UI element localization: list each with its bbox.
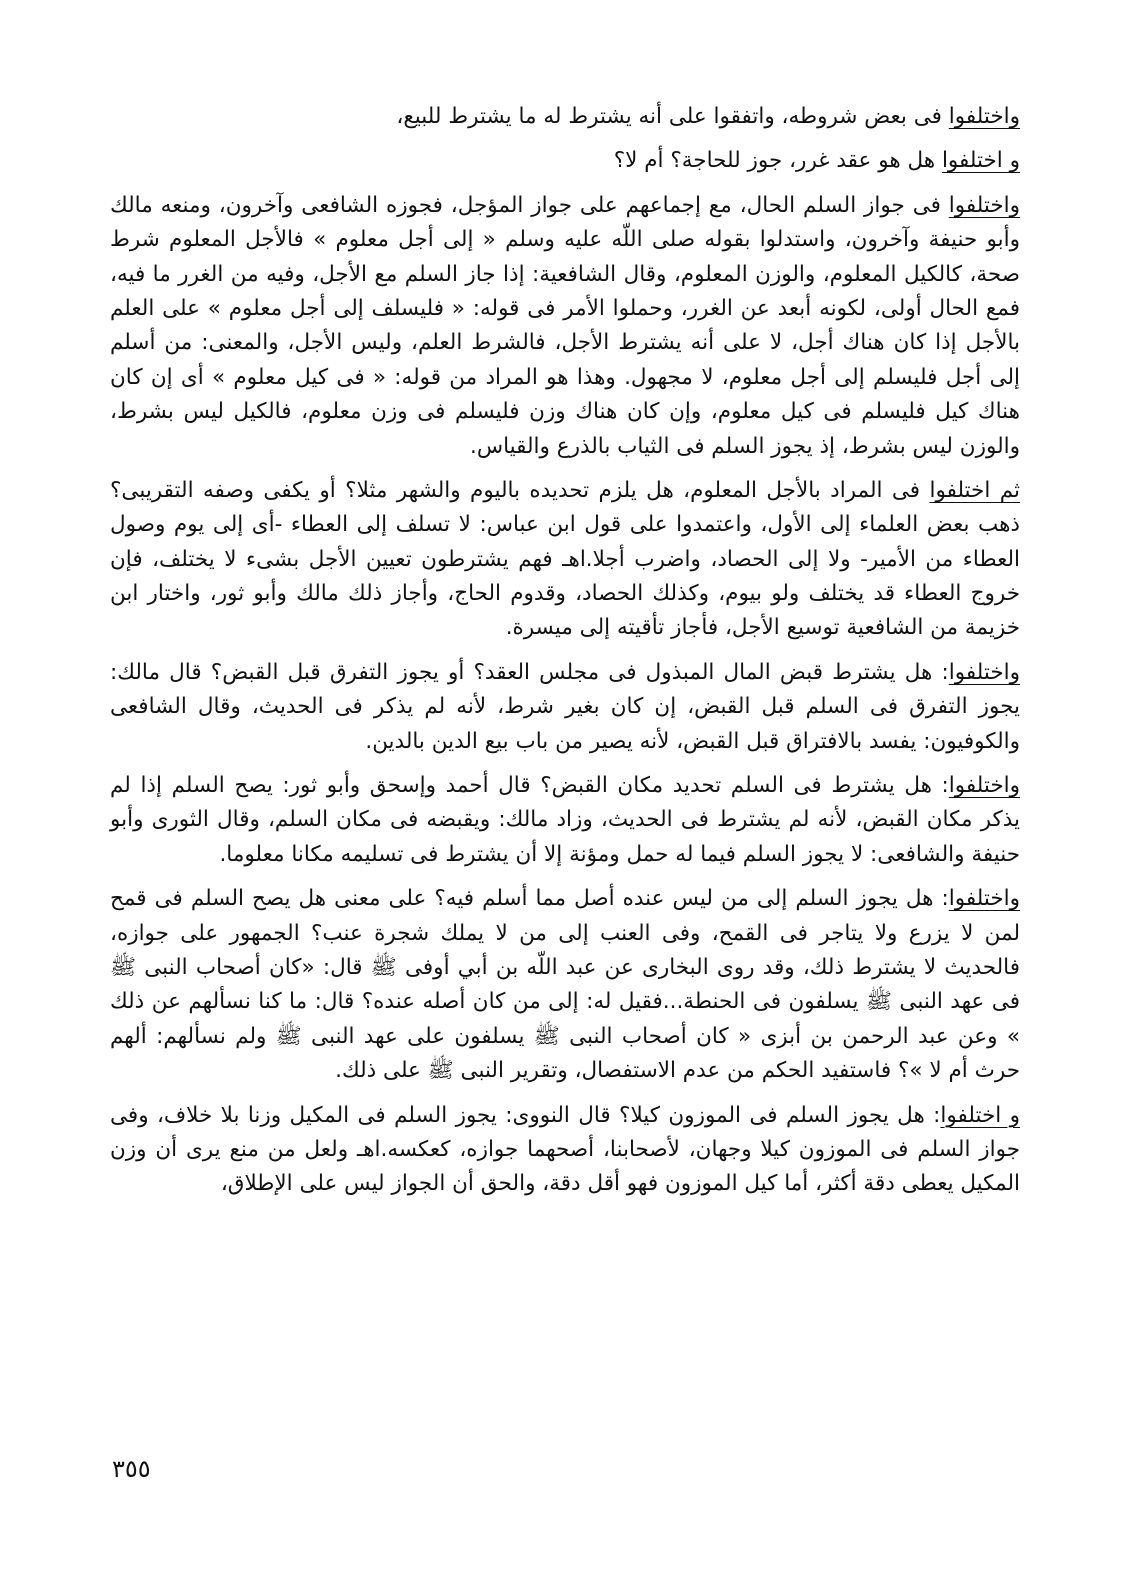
paragraph-lead: ثم اختلفوا	[929, 477, 1020, 503]
paragraph-text: : هل يشترط فى السلم تحديد مكان القبض؟ قال أحمد وإسحق وأبو ثور: يصح السلم إذا لم يذكر مكان القبض، لأنه لم يشترط فى الحديث، وزاد مالك: ويقبضه فى مكان السلم، وقال الثورى وأبو حنيفة والشافعى: لا يجوز السلم فيما له حمل ومؤنة إلا أن يشترط فى تسليمه مكانا معلوما.	[110, 773, 1020, 867]
paragraph-lead: و اختلفوا	[940, 1102, 1021, 1128]
paragraph	[110, 144, 1020, 178]
paragraph	[110, 189, 1020, 464]
paragraph-text: : هل يشترط قبض المال المبذول فى مجلس العقد؟ أو يجوز التفرق قبل القبض؟ قال مالك: يجوز التفرق فى السلم قبل القبض، إن كان بغير شرط، لأنه لم يذكر فى الحديث، وقال الشافعى والكوفيون: يفسد بالافتراق قبل القبض، لأنه يصير من باب بيع الدين بالدين.	[110, 659, 1020, 754]
paragraph	[110, 769, 1020, 872]
paragraph-text: هل هو عقد غرر، جوز للحاجة؟ أم لا؟	[613, 148, 942, 174]
paragraph	[110, 100, 1020, 134]
paragraph-text: : هل يجوز السلم إلى من ليس عنده أصل مما أسلم فيه؟ على معنى هل يصح السلم فى قمح لمن لا يزرع ولا يتاجر فى القمح، وفى العنب إلى من لا يملك شجرة عنب؟ الجمهور على جوازه، فالحديث لا يشترط ذلك، وقد روى البخارى عن عبد اللّه بن أبي أوفى ﷺ قال: «كان أصحاب النبى ﷺ فى عهد النبى ﷺ يسلفون فى الحنطة...فقيل له: إلى من كان أصله عنده؟ قال: ما كنا نسألهم عن ذلك » وعن عبد الرحمن بن أبزى « كان أصحاب النبى ﷺ يسلفون على عهد النبى ﷺ ولم نسألهم: ألهم حرث أم لا »؟ فاستفيد الحكم من عدم الاستفصال، وتقرير النبى ﷺ على ذلك.	[110, 886, 1020, 1084]
page-number: ٣٥٥	[112, 1455, 151, 1483]
paragraph-text: فى المراد بالأجل المعلوم، هل يلزم تحديده باليوم والشهر مثلا؟ أو يكفى وصفه التقريبى؟ ذهب بعض العلماء إلى الأول، واعتمدوا على قول ابن عباس: لا تسلف إلى العطاء -أى إلى يوم وصول العطاء من الأمير- ولا إلى الحصاد، واضرب أجلا.اهـ فهم يشترطون تعيين الأجل بشىء لا يختلف، فإن خروج العطاء قد يختلف ولو بيوم، وكذلك الحصاد، وقدوم الحاج، وأجاز ذلك مالك وأبو ثور، واختار ابن خزيمة من الشافعية توسيع الأجل، فأجاز تأقيته إلى ميسرة.	[110, 477, 1020, 641]
paragraph	[110, 882, 1020, 1088]
paragraph-lead: واختلفوا	[948, 773, 1020, 799]
paragraph-lead: واختلفوا	[948, 104, 1020, 129]
paragraph-lead: و اختلفوا	[941, 148, 1020, 174]
paragraph-lead: واختلفوا	[948, 886, 1020, 912]
paragraph	[110, 474, 1020, 646]
paragraph-lead: واختلفوا	[948, 659, 1020, 685]
paragraph	[110, 1099, 1020, 1202]
paragraph-text: : هل يجوز السلم فى الموزون كيلا؟ قال النووى: يجوز السلم فى المكيل وزنا بلا خلاف، وفى جواز السلم فى الموزون كيلا وجهان، لأصحابنا، أصحهما جوازه، كعكسه.اهـ ولعل من منع يرى أن وزن المكيل يعطى دقة أكثر، أما كيل الموزون فهو أقل دقة، والحق أن الجواز ليس على الإطلاق،	[110, 1102, 1020, 1197]
page-text-body	[110, 100, 1020, 1212]
paragraph-lead: واختلفوا	[948, 192, 1020, 218]
paragraph	[110, 656, 1020, 759]
paragraph-text: فى جواز السلم الحال، مع إجماعهم على جواز المؤجل، فجوزه الشافعى وآخرون، ومنعه مالك وأبو حنيفة وآخرون، واستدلوا بقوله صلى اللّه عليه وسلم « إلى أجل معلوم » فالأجل المعلوم شرط صحة، كالكيل المعلوم، والوزن المعلوم، وقال الشافعية: إذا جاز السلم مع الأجل، وفيه من الغرر ما فيه، فمع الحال أولى، لكونه أبعد عن الغرر، وحملوا الأمر فى قوله: « فليسلف إلى أجل معلوم » على العلم بالأجل إذا كان هناك أجل، لا على أنه يشترط الأجل، فالشرط العلم، وليس الأجل، والمعنى: من أسلم إلى أجل فليسلم إلى أجل معلوم، لا مجهول. وهذا هو المراد من قوله: « فى كيل معلوم » أى إن كان هناك كيل فليسلم فى كيل معلوم، وإن كان هناك وزن فليسلم فى وزن معلوم، فالكيل ليس بشرط، والوزن ليس بشرط، إذ يجوز السلم فى الثياب بالذرع والقياس.	[110, 192, 1020, 459]
paragraph-text: فى بعض شروطه، واتفقوا على أنه يشترط له ما يشترط للبيع،	[396, 104, 949, 129]
